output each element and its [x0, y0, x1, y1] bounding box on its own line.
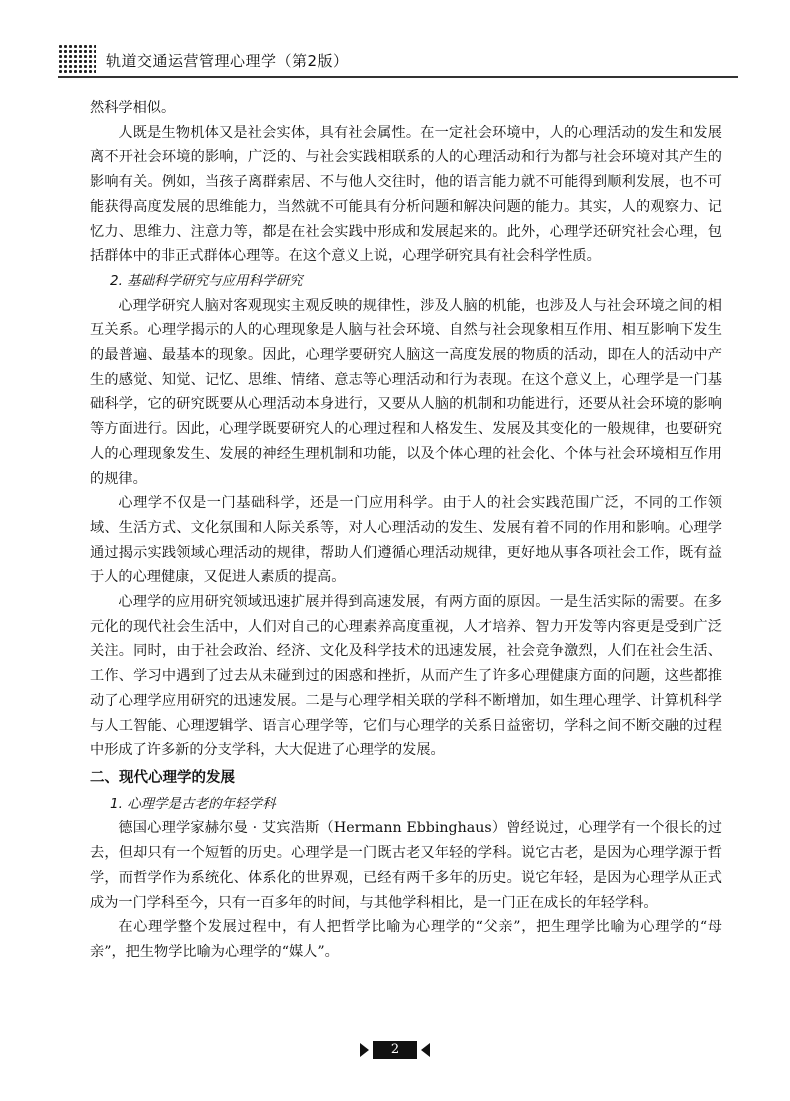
paragraph-social-nature: 人既是生物机体又是社会实体，具有社会属性。在一定社会环境中，人的心理活动的发生和发展离不开社会环境的影响，广泛的、与社会实践相联系的人的心理活动和行为都与社会环境对其产生的影响有关。例如，当孩子离群索居、不与他人交往时，他的语言能力就不可能得到顺利发展，也不可能获得高度发展的思维能力，当然就不可能具有分析问题和解决问题的能力。其实，人的观察力、记忆力、思维力、注意力等，都是在社会实践中形成和发展起来的。此外，心理学还研究社会心理，包括群体中的非正式群体心理等。在这个意义上说，心理学研究具有社会科学性质。 — [90, 124, 722, 265]
right-triangle-icon — [360, 1043, 369, 1057]
subheading-basic-applied-research: 2. 基础科学研究与应用科学研究 — [110, 272, 303, 289]
book-title: 轨道交通运营管理心理学（第2版） — [106, 52, 349, 70]
paragraph-basic-science: 心理学研究人脑对客观现实主观反映的规律性，涉及人脑的机能，也涉及人与社会环境之间的相互关系。心理学揭示的人的心理现象是人脑与社会环境、自然与社会现象相互作用、相互影响下发生的最普遍、最基本的现象。因此，心理学要研究人脑这一高度发展的物质的活动，即在人的活动中产生的感觉、知觉、记忆、思维、情绪、意志等心理活动和行为表现。在这个意义上，心理学是一门基础科学，它的研究既要从心理活动本身进行，又要从人脑的机制和功能进行，还要从社会环境的影响等方面进行。因此，心理学既要研究人的心理过程和人格发生、发展及其变化的一般规律，也要研究人的心理现象发生、发展的神经生理机制和功能，以及个体心理的社会化、个体与社会环境相互作用的规律。 — [90, 297, 722, 487]
paragraph-applied-expansion: 心理学的应用研究领域迅速扩展并得到高速发展，有两方面的原因。一是生活实际的需要。在多元化的现代社会生活中，人们对自己的心理素养高度重视，人才培养、智力开发等内容更是受到广泛关注。同时，由于社会政治、经济、文化及科学技术的迅速发展，社会竞争激烈，人们在社会生活、工作、学习中遇到了过去从未碰到过的困惑和挫折，从而产生了许多心理健康方面的问题，这些都推动了心理学应用研究的迅速发展。二是与心理学相关联的学科不断增加，如生理心理学、计算机科学与人工智能、心理逻辑学、语言心理学等，它们与心理学的关系日益密切，学科之间不断交融的过程中形成了许多新的分支学科，大大促进了心理学的发展。 — [90, 594, 722, 759]
page-body — [90, 96, 722, 965]
paragraph-applied-science: 心理学不仅是一门基础科学，还是一门应用科学。由于人的社会实践范围广泛，不同的工作领域、生活方式、文化氛围和人际关系等，对人心理活动的发生、发展有着不同的作用和影响。心理学通过揭示实践领域心理活动的规律，帮助人们遵循心理活动规律，更好地从事各项社会工作，既有益于人的心理健康，又促进人素质的提高。 — [90, 495, 722, 586]
paragraph-continued: 然科学相似。 — [90, 100, 176, 116]
header-dot-pattern-icon — [58, 44, 96, 74]
subheading-old-young-discipline: 1. 心理学是古老的年轻学科 — [110, 795, 276, 812]
section-heading-modern-psychology: 二、现代心理学的发展 — [90, 769, 235, 786]
page-number: 2 — [373, 1041, 417, 1059]
left-triangle-icon — [421, 1043, 430, 1057]
paragraph-metaphor: 在心理学整个发展过程中，有人把哲学比喻为心理学的“父亲”，把生理学比喻为心理学的“母亲”，把生物学比喻为心理学的“媒人”。 — [90, 919, 722, 960]
header-divider — [58, 76, 738, 78]
page-footer — [0, 1038, 790, 1062]
running-header — [58, 44, 738, 80]
paragraph-ebbinghaus: 德国心理学家赫尔曼 · 艾宾浩斯（Hermann Ebbinghaus）曾经说过，心理学有一个很长的过去，但却只有一个短暂的历史。心理学是一门既古老又年轻的学科。说它古老，是因为心理学源于哲学，而哲学作为系统化、体系化的世界观，已经有两千多年的历史。说它年轻，是因为心理学从正式成为一门学科至今，只有一百多年的时间，与其他学科相比，是一门正在成长的年轻学科。 — [90, 820, 722, 911]
